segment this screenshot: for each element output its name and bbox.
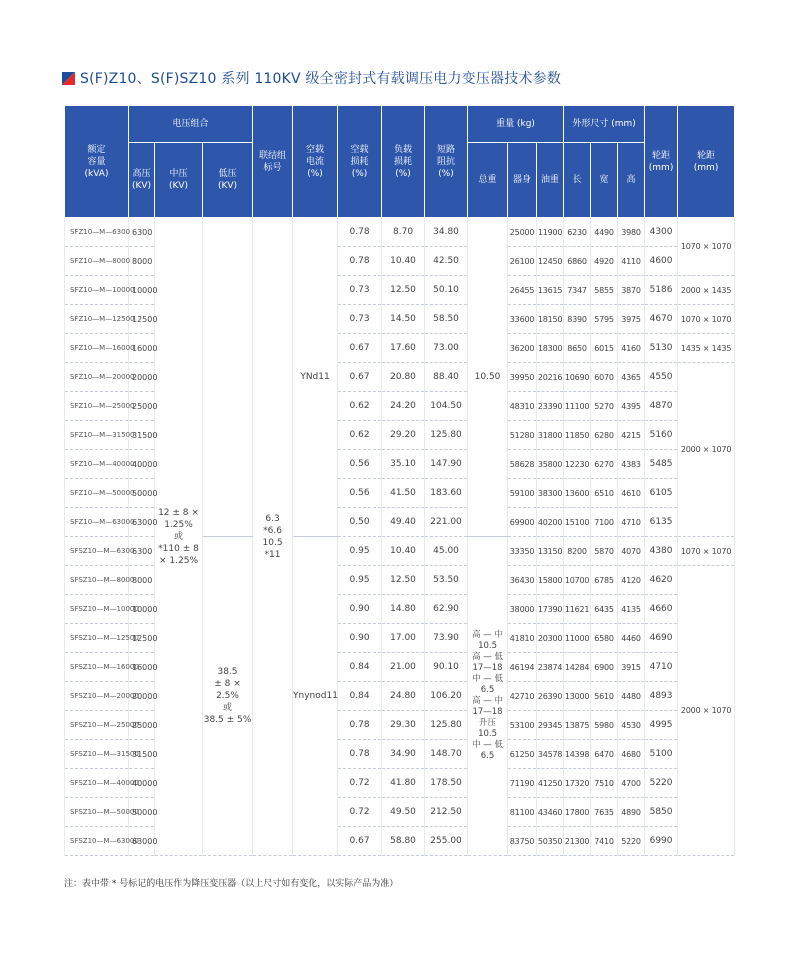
hv-cell: 50000	[129, 479, 155, 508]
length-cell: 15100	[564, 508, 591, 537]
body-weight-cell: 25000	[508, 218, 537, 247]
oil-weight-cell: 13150	[537, 537, 564, 566]
impedance-cell: 147.90	[425, 450, 468, 479]
model-cell: SFZ10—M—10000	[65, 276, 129, 305]
hv-cell: 63000	[129, 827, 155, 856]
oil-weight-cell: 26390	[537, 682, 564, 711]
noload-loss-cell: 0.67	[338, 334, 382, 363]
impedance-cell: 255.00	[425, 827, 468, 856]
model-cell: SFSZ10—M—12500	[65, 624, 129, 653]
table-row	[65, 218, 735, 247]
hv-cell: 12500	[129, 624, 155, 653]
hv-cell: 25000	[129, 711, 155, 740]
width-cell: 7635	[591, 798, 618, 827]
noload-loss-cell: 0.62	[338, 392, 382, 421]
length-cell: 14284	[564, 653, 591, 682]
height-cell: 4160	[618, 334, 645, 363]
width-cell: 6015	[591, 334, 618, 363]
hv-cell: 8000	[129, 566, 155, 595]
gauge-2-merged-cell: 1070 × 1070	[678, 305, 735, 334]
body-weight-cell: 81100	[508, 798, 537, 827]
hv-cell: 10000	[129, 276, 155, 305]
height-cell: 5220	[618, 827, 645, 856]
col-height: 高	[618, 143, 645, 218]
noload-loss-cell: 0.73	[338, 305, 382, 334]
impedance-cell: 106.20	[425, 682, 468, 711]
gauge-2-merged-cell: 1435 × 1435	[678, 334, 735, 363]
model-cell: SFSZ10—M—10000	[65, 595, 129, 624]
noload-loss-cell: 0.50	[338, 508, 382, 537]
oil-weight-cell: 40200	[537, 508, 564, 537]
body-weight-cell: 36200	[508, 334, 537, 363]
total-weight-merged-cell-bottom: 高 — 中 10.5 高 — 低 17—18 中 — 低 6.5 高 — 中 17—18 升压 10.5 中 — 低 6.5	[468, 537, 508, 856]
noload-loss-cell: 0.62	[338, 421, 382, 450]
col-oil-weight: 油重	[537, 143, 564, 218]
col-capacity: 额定 容量 (kVA)	[65, 106, 129, 218]
col-weight-group: 重量 (kg)	[468, 106, 564, 143]
hv-cell: 16000	[129, 653, 155, 682]
hv-cell: 8000	[129, 247, 155, 276]
oil-weight-cell: 34578	[537, 740, 564, 769]
noload-loss-cell: 0.72	[338, 798, 382, 827]
noload-loss-cell: 0.84	[338, 653, 382, 682]
length-cell: 13000	[564, 682, 591, 711]
hv-cell: 12500	[129, 305, 155, 334]
length-cell: 8390	[564, 305, 591, 334]
gauge-cell: 4550	[645, 363, 678, 392]
body-weight-cell: 51280	[508, 421, 537, 450]
height-cell: 4135	[618, 595, 645, 624]
col-length: 长	[564, 143, 591, 218]
oil-weight-cell: 41250	[537, 769, 564, 798]
width-cell: 6070	[591, 363, 618, 392]
gauge-cell: 4670	[645, 305, 678, 334]
length-cell: 6230	[564, 218, 591, 247]
impedance-cell: 221.00	[425, 508, 468, 537]
footnote: 注：表中带 * 号标记的电压作为降压变压器（以上尺寸如有变化，以实际产品为准）	[64, 879, 399, 889]
noload-loss-cell: 0.78	[338, 247, 382, 276]
height-cell: 3870	[618, 276, 645, 305]
length-cell: 13600	[564, 479, 591, 508]
load-loss-cell: 12.50	[382, 566, 425, 595]
oil-weight-cell: 11900	[537, 218, 564, 247]
gauge-cell: 6105	[645, 479, 678, 508]
model-cell: SFSZ10—M—31500	[65, 740, 129, 769]
body-weight-cell: 26455	[508, 276, 537, 305]
hv-cell: 10000	[129, 595, 155, 624]
noload-loss-cell: 0.72	[338, 769, 382, 798]
model-cell: SFZ10—M—50000	[65, 479, 129, 508]
gauge-cell: 4380	[645, 537, 678, 566]
oil-weight-cell: 29345	[537, 711, 564, 740]
model-cell: SFSZ10—M—50000	[65, 798, 129, 827]
height-cell: 4383	[618, 450, 645, 479]
length-cell: 17320	[564, 769, 591, 798]
gauge-cell: 5186	[645, 276, 678, 305]
oil-weight-cell: 38300	[537, 479, 564, 508]
width-cell: 7410	[591, 827, 618, 856]
width-cell: 5980	[591, 711, 618, 740]
model-cell: SFSZ10—M—20000	[65, 682, 129, 711]
noload-loss-cell: 0.78	[338, 218, 382, 247]
mv-merged-cell: 12 ± 8 × 1.25% 或 *110 ± 8 × 1.25%	[155, 218, 203, 856]
lv-merged-cell-bottom: 38.5 ± 8 × 2.5% 或 38.5 ± 5%	[203, 537, 253, 856]
width-cell: 5610	[591, 682, 618, 711]
noload-loss-cell: 0.67	[338, 363, 382, 392]
body-weight-cell: 46194	[508, 653, 537, 682]
length-cell: 10700	[564, 566, 591, 595]
width-cell: 6280	[591, 421, 618, 450]
noload-loss-cell: 0.90	[338, 595, 382, 624]
impedance-cell: 53.50	[425, 566, 468, 595]
hv-cell: 25000	[129, 392, 155, 421]
gauge-cell: 5850	[645, 798, 678, 827]
gauge-2-merged-cell: 1070 × 1070	[678, 537, 735, 566]
gauge-cell: 4660	[645, 595, 678, 624]
impedance-cell: 34.80	[425, 218, 468, 247]
col-lv: 低压 (KV)	[203, 143, 253, 218]
col-dims-group: 外形尺寸 (mm)	[564, 106, 645, 143]
height-cell: 4710	[618, 508, 645, 537]
model-cell: SFSZ10—M—6300	[65, 537, 129, 566]
load-loss-cell: 34.90	[382, 740, 425, 769]
gauge-cell: 4893	[645, 682, 678, 711]
length-cell: 11621	[564, 595, 591, 624]
col-impedance: 短路 阻抗 (%)	[425, 106, 468, 218]
impedance-cell: 45.00	[425, 537, 468, 566]
col-voltage-group: 电压组合	[129, 106, 253, 143]
noload-loss-cell: 0.67	[338, 827, 382, 856]
height-cell: 4610	[618, 479, 645, 508]
height-cell: 4530	[618, 711, 645, 740]
width-cell: 5870	[591, 537, 618, 566]
impedance-cell: 73.00	[425, 334, 468, 363]
hv-cell: 20000	[129, 363, 155, 392]
gauge-2-merged-cell: 2000 × 1070	[678, 566, 735, 856]
gauge-2-merged-cell: 2000 × 1435	[678, 276, 735, 305]
model-cell: SFSZ10—M—8000	[65, 566, 129, 595]
width-cell: 5795	[591, 305, 618, 334]
hv-cell: 40000	[129, 769, 155, 798]
hv-cell: 20000	[129, 682, 155, 711]
hv-cell: 63000	[129, 508, 155, 537]
impedance-cell: 212.50	[425, 798, 468, 827]
model-cell: SFZ10—M—40000	[65, 450, 129, 479]
impedance-cell: 62.90	[425, 595, 468, 624]
load-loss-cell: 24.20	[382, 392, 425, 421]
length-cell: 11000	[564, 624, 591, 653]
col-noload-loss: 空载 损耗 (%)	[338, 106, 382, 218]
length-cell: 12230	[564, 450, 591, 479]
gauge-cell: 5220	[645, 769, 678, 798]
height-cell: 4480	[618, 682, 645, 711]
impedance-cell: 148.70	[425, 740, 468, 769]
spec-table	[64, 105, 735, 856]
lv-merged-cell-top	[203, 218, 253, 537]
model-cell: SFZ10—M—12500	[65, 305, 129, 334]
impedance-cell: 178.50	[425, 769, 468, 798]
gauge-cell: 4710	[645, 653, 678, 682]
body-weight-cell: 41810	[508, 624, 537, 653]
model-cell: SFZ10—M—8000	[65, 247, 129, 276]
load-loss-cell: 8.70	[382, 218, 425, 247]
length-cell: 11850	[564, 421, 591, 450]
col-body-weight: 器身	[508, 143, 537, 218]
body-weight-cell: 58628	[508, 450, 537, 479]
noload-loss-cell: 0.73	[338, 276, 382, 305]
height-cell: 4215	[618, 421, 645, 450]
col-mv: 中压 (KV)	[155, 143, 203, 218]
model-cell: SFZ10—M—16000	[65, 334, 129, 363]
noload-loss-cell: 0.90	[338, 624, 382, 653]
col-gauge: 轮距 (mm)	[645, 106, 678, 218]
impedance-cell: 42.50	[425, 247, 468, 276]
col-noload-current: 空载 电流 (%)	[293, 106, 338, 218]
load-loss-cell: 14.80	[382, 595, 425, 624]
impedance-cell: 73.90	[425, 624, 468, 653]
oil-weight-cell: 12450	[537, 247, 564, 276]
length-cell: 6860	[564, 247, 591, 276]
gauge-cell: 4870	[645, 392, 678, 421]
load-loss-cell: 17.00	[382, 624, 425, 653]
oil-weight-cell: 50350	[537, 827, 564, 856]
model-cell: SFZ10—M—25000	[65, 392, 129, 421]
model-cell: SFZ10—M—20000	[65, 363, 129, 392]
height-cell: 3975	[618, 305, 645, 334]
hv-cell: 6300	[129, 218, 155, 247]
width-cell: 6270	[591, 450, 618, 479]
body-weight-cell: 59100	[508, 479, 537, 508]
length-cell: 7347	[564, 276, 591, 305]
height-cell: 4680	[618, 740, 645, 769]
total-weight-merged-cell-top: 10.50	[468, 218, 508, 537]
height-cell: 4110	[618, 247, 645, 276]
load-loss-cell: 49.50	[382, 798, 425, 827]
gauge-cell: 4690	[645, 624, 678, 653]
noload-current-merged-cell: 6.3 *6.6 10.5 *11	[253, 218, 293, 856]
width-cell: 6470	[591, 740, 618, 769]
body-weight-cell: 36430	[508, 566, 537, 595]
height-cell: 4365	[618, 363, 645, 392]
oil-weight-cell: 23874	[537, 653, 564, 682]
impedance-cell: 183.60	[425, 479, 468, 508]
height-cell: 4890	[618, 798, 645, 827]
height-cell: 4700	[618, 769, 645, 798]
load-loss-cell: 58.80	[382, 827, 425, 856]
body-weight-cell: 61250	[508, 740, 537, 769]
hv-cell: 16000	[129, 334, 155, 363]
body-weight-cell: 71190	[508, 769, 537, 798]
length-cell: 10690	[564, 363, 591, 392]
gauge-cell: 5130	[645, 334, 678, 363]
load-loss-cell: 41.50	[382, 479, 425, 508]
gauge-2-merged-cell: 2000 × 1070	[678, 363, 735, 537]
hv-cell: 50000	[129, 798, 155, 827]
oil-weight-cell: 23390	[537, 392, 564, 421]
oil-weight-cell: 18300	[537, 334, 564, 363]
oil-weight-cell: 13615	[537, 276, 564, 305]
height-cell: 4395	[618, 392, 645, 421]
impedance-cell: 50.10	[425, 276, 468, 305]
oil-weight-cell: 20216	[537, 363, 564, 392]
gauge-cell: 4620	[645, 566, 678, 595]
noload-loss-cell: 0.56	[338, 450, 382, 479]
col-load-loss: 负载 损耗 (%)	[382, 106, 425, 218]
oil-weight-cell: 35800	[537, 450, 564, 479]
length-cell: 13875	[564, 711, 591, 740]
col-width: 宽	[591, 143, 618, 218]
impedance-cell: 125.80	[425, 711, 468, 740]
load-loss-cell: 14.50	[382, 305, 425, 334]
width-cell: 5855	[591, 276, 618, 305]
length-cell: 21300	[564, 827, 591, 856]
height-cell: 3980	[618, 218, 645, 247]
body-weight-cell: 69900	[508, 508, 537, 537]
width-cell: 7100	[591, 508, 618, 537]
body-weight-cell: 26100	[508, 247, 537, 276]
height-cell: 4120	[618, 566, 645, 595]
hv-cell: 6300	[129, 537, 155, 566]
brand-corner-icon	[62, 72, 75, 85]
page-title: S(F)Z10、S(F)SZ10 系列 110KV 级全密封式有载调压电力变压器技术参数	[80, 71, 562, 87]
load-loss-cell: 49.40	[382, 508, 425, 537]
load-loss-cell: 10.40	[382, 537, 425, 566]
load-loss-cell: 29.20	[382, 421, 425, 450]
body-weight-cell: 48310	[508, 392, 537, 421]
noload-loss-cell: 0.78	[338, 740, 382, 769]
hv-cell: 31500	[129, 421, 155, 450]
model-cell: SFZ10—M—6300	[65, 218, 129, 247]
noload-loss-cell: 0.56	[338, 479, 382, 508]
connection-merged-cell-top: YNd11	[293, 218, 338, 537]
body-weight-cell: 38000	[508, 595, 537, 624]
spec-table-body	[65, 218, 735, 856]
oil-weight-cell: 43460	[537, 798, 564, 827]
load-loss-cell: 29.30	[382, 711, 425, 740]
hv-cell: 31500	[129, 740, 155, 769]
oil-weight-cell: 31800	[537, 421, 564, 450]
gauge-cell: 4995	[645, 711, 678, 740]
oil-weight-cell: 17390	[537, 595, 564, 624]
gauge-cell: 4600	[645, 247, 678, 276]
load-loss-cell: 20.80	[382, 363, 425, 392]
load-loss-cell: 12.50	[382, 276, 425, 305]
load-loss-cell: 17.60	[382, 334, 425, 363]
width-cell: 4490	[591, 218, 618, 247]
gauge-2-merged-cell: 1070 × 1070	[678, 218, 735, 276]
gauge-cell: 5160	[645, 421, 678, 450]
body-weight-cell: 83750	[508, 827, 537, 856]
gauge-cell: 4300	[645, 218, 678, 247]
body-weight-cell: 53100	[508, 711, 537, 740]
gauge-cell: 5485	[645, 450, 678, 479]
noload-loss-cell: 0.95	[338, 566, 382, 595]
height-cell: 4460	[618, 624, 645, 653]
noload-loss-cell: 0.78	[338, 711, 382, 740]
hv-cell: 40000	[129, 450, 155, 479]
length-cell: 8200	[564, 537, 591, 566]
load-loss-cell: 41.80	[382, 769, 425, 798]
noload-loss-cell: 0.95	[338, 537, 382, 566]
width-cell: 5270	[591, 392, 618, 421]
load-loss-cell: 10.40	[382, 247, 425, 276]
length-cell: 11100	[564, 392, 591, 421]
impedance-cell: 90.10	[425, 653, 468, 682]
impedance-cell: 125.80	[425, 421, 468, 450]
body-weight-cell: 42710	[508, 682, 537, 711]
body-weight-cell: 33350	[508, 537, 537, 566]
width-cell: 7510	[591, 769, 618, 798]
oil-weight-cell: 15800	[537, 566, 564, 595]
oil-weight-cell: 18150	[537, 305, 564, 334]
length-cell: 17800	[564, 798, 591, 827]
impedance-cell: 88.40	[425, 363, 468, 392]
title-block	[62, 68, 561, 88]
load-loss-cell: 35.10	[382, 450, 425, 479]
col-hv: 高压 (KV)	[129, 143, 155, 218]
gauge-cell: 6135	[645, 508, 678, 537]
col-total-weight: 总重	[468, 143, 508, 218]
model-cell: SFSZ10—M—25000	[65, 711, 129, 740]
model-cell: SFSZ10—M—16000	[65, 653, 129, 682]
width-cell: 6900	[591, 653, 618, 682]
model-cell: SFSZ10—M—63000	[65, 827, 129, 856]
load-loss-cell: 24.80	[382, 682, 425, 711]
impedance-cell: 58.50	[425, 305, 468, 334]
gauge-cell: 6990	[645, 827, 678, 856]
width-cell: 4920	[591, 247, 618, 276]
width-cell: 6510	[591, 479, 618, 508]
width-cell: 6785	[591, 566, 618, 595]
body-weight-cell: 39950	[508, 363, 537, 392]
model-cell: SFSZ10—M—40000	[65, 769, 129, 798]
gauge-cell: 5100	[645, 740, 678, 769]
col-gauge-2: 轮距 (mm)	[678, 106, 735, 218]
oil-weight-cell: 20300	[537, 624, 564, 653]
width-cell: 6580	[591, 624, 618, 653]
length-cell: 14398	[564, 740, 591, 769]
connection-merged-cell-bottom: Ynynod11	[293, 537, 338, 856]
height-cell: 4070	[618, 537, 645, 566]
length-cell: 8650	[564, 334, 591, 363]
model-cell: SFZ10—M—31500	[65, 421, 129, 450]
load-loss-cell: 21.00	[382, 653, 425, 682]
impedance-cell: 104.50	[425, 392, 468, 421]
height-cell: 3915	[618, 653, 645, 682]
col-connection: 联结组 标号	[253, 106, 293, 218]
noload-loss-cell: 0.84	[338, 682, 382, 711]
body-weight-cell: 33600	[508, 305, 537, 334]
model-cell: SFZ10—M—63000	[65, 508, 129, 537]
width-cell: 6435	[591, 595, 618, 624]
